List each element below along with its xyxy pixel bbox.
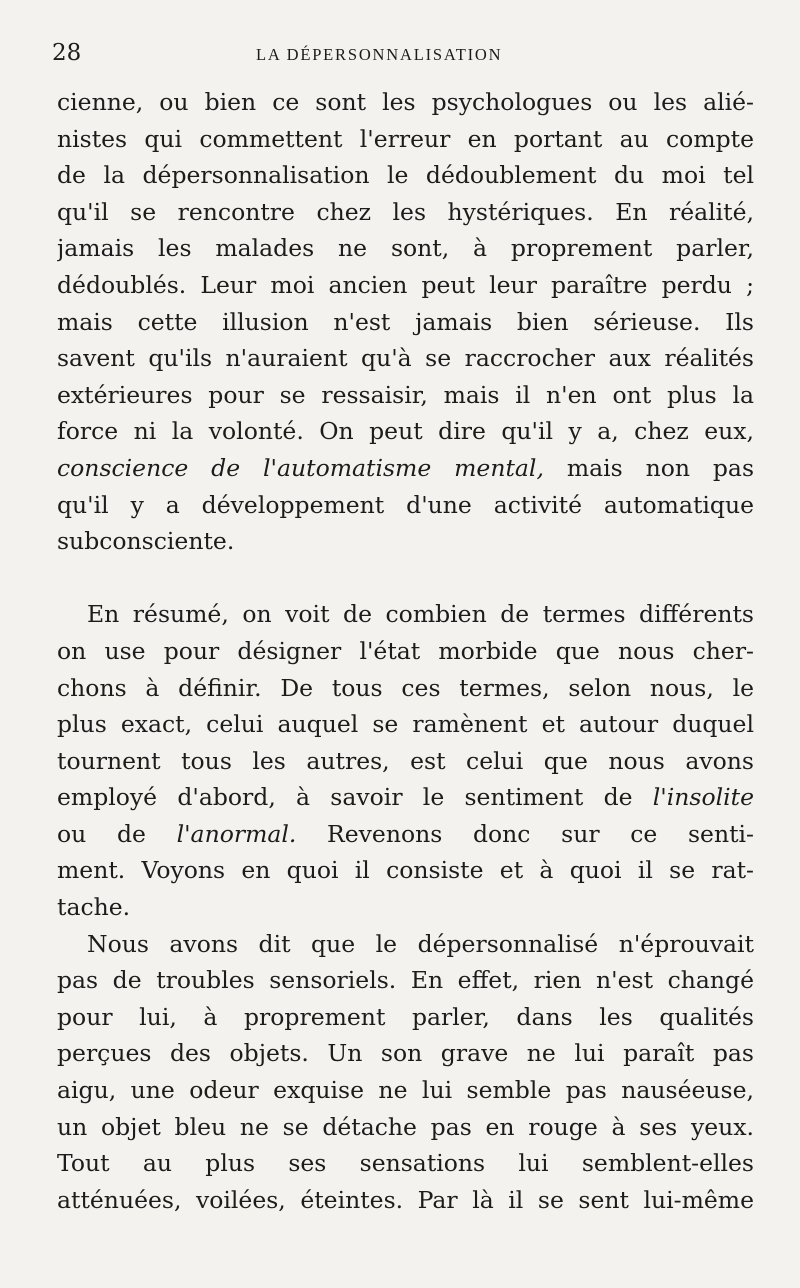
text-line: aigu, une odeur exquise ne lui semble pas nauséeuse, [57,1076,754,1105]
text-line: ment. Voyons en quoi il consiste et à quoi il se rat- [57,856,754,885]
text-line: force ni la volonté. On peut dire qu'il y a, chez eux, [57,417,754,446]
text-fragment: ou de [57,819,177,848]
text-line: tache. [57,893,131,922]
text-line-mixed [57,779,754,816]
text-line: qu'il se rencontre chez les hystériques. En réalité, [57,197,754,226]
italic-phrase: conscience de l'automatisme mental, [57,453,544,482]
text-fragment: mais non pas [543,453,754,482]
text-line: tournent tous les autres, est celui que nous avons [57,746,754,775]
text-line: on use pour désigner l'état morbide que nous cher- [57,636,754,665]
text-line: extérieures pour se ressaisir, mais il n'en ont plus la [57,380,754,409]
text-line: plus exact, celui auquel se ramènent et autour duquel [57,710,754,739]
italic-phrase: l'anormal. [176,819,297,848]
text-line: Tout au plus ses sensations lui semblent-elles [57,1149,754,1178]
text-line: dédoublés. Leur moi ancien peut leur paraître perdu ; [57,270,754,299]
text-line: pour lui, à proprement parler, dans les qualités [57,1002,754,1031]
text-line: cienne, ou bien ce sont les psychologues ou les alié- [57,88,754,116]
text-line: de la dépersonnalisation le dédoublement du moi tel [57,161,754,190]
page-number: 28 [52,40,82,66]
text-line: un objet bleu ne se détache pas en rouge à ses yeux. [57,1112,754,1141]
italic-phrase: l'insolite [652,783,754,812]
text-line: savent qu'ils n'auraient qu'à se raccrocher aux réalités [57,344,754,373]
text-line: mais cette illusion n'est jamais bien sérieuse. Ils [57,307,754,336]
text-line-mixed [57,816,754,853]
text-line: subconsciente. [57,527,235,556]
text-fragment: Revenons donc sur ce senti- [296,819,754,848]
page-header [52,40,752,70]
text-line: nistes qui commettent l'erreur en portant au compte [57,124,754,153]
paragraph-gap [57,560,754,597]
running-title: LA DÉPERSONNALISATION [256,45,503,64]
text-line: atténuées, voilées, éteintes. Par là il se sent lui-même [57,1185,754,1214]
text-line-mixed [57,450,754,487]
text-line: chons à définir. De tous ces termes, selon nous, le [57,673,754,702]
text-line: jamais les malades ne sont, à proprement parler, [57,234,754,263]
text-line: qu'il y a développement d'une activité automatique [57,490,754,519]
text-line: perçues des objets. Un son grave ne lui paraît pas [57,1039,754,1068]
text-line: En résumé, on voit de combien de termes différents [87,600,754,629]
body-text [57,84,754,1218]
text-line: Nous avons dit que le dépersonnalisé n'éprouvait [87,929,754,958]
text-fragment: employé d'abord, à savoir le sentiment de [57,783,653,812]
text-line: pas de troubles sensoriels. En effet, rien n'est changé [57,966,754,995]
